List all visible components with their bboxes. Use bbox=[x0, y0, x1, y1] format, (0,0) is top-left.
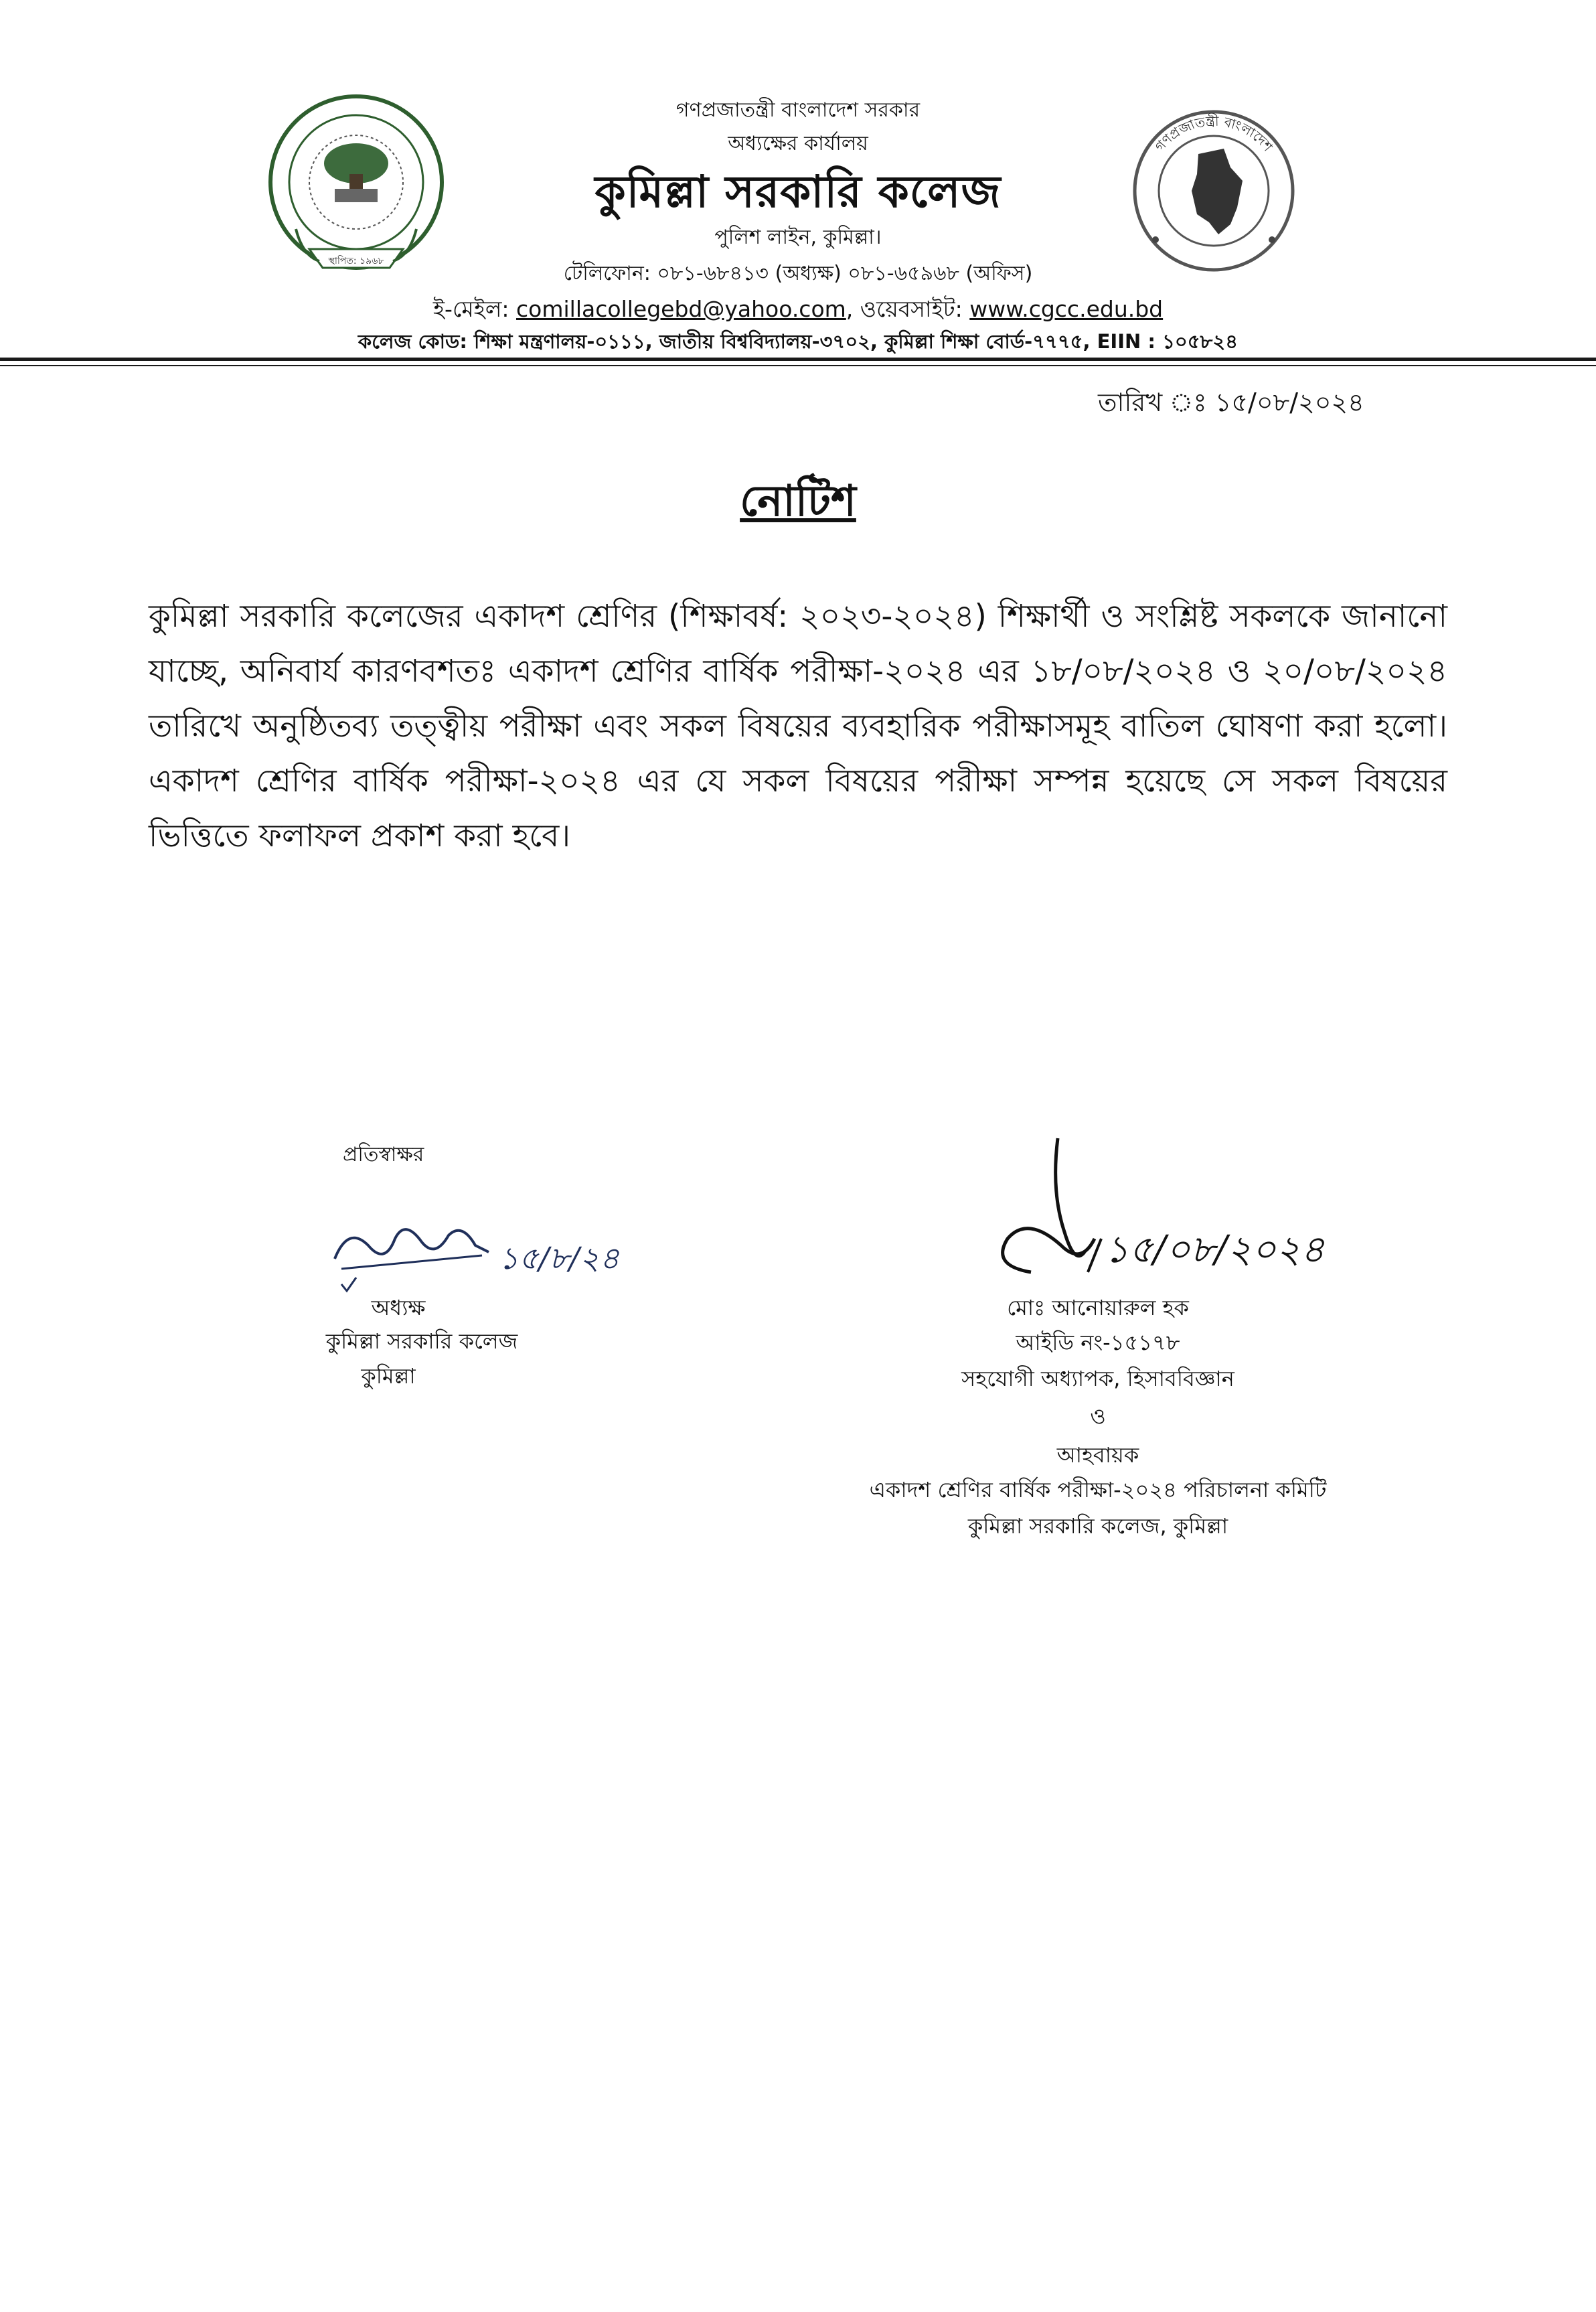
header-divider-thin bbox=[0, 365, 1596, 366]
principal-signature bbox=[321, 1205, 629, 1299]
principal-org: কুমিল্লা সরকারি কলেজ bbox=[325, 1328, 518, 1354]
convener-designation: সহযোগী অধ্যাপক, হিসাববিজ্ঞান bbox=[961, 1366, 1234, 1391]
conjunction: ও bbox=[1090, 1403, 1106, 1429]
principal-signature-date: ১৫/৮/২৪ bbox=[499, 1240, 620, 1276]
convener-signature-date: ১৫/০৮/২০২৪ bbox=[1105, 1228, 1325, 1271]
address-line: পুলিশ লাইন, কুমিল্লা। bbox=[714, 226, 882, 249]
countersign-label: প্রতিস্বাক্ষর bbox=[343, 1143, 424, 1166]
convener-id: আইডি নং-১৫১৭৮ bbox=[1016, 1330, 1180, 1355]
notice-body: কুমিল্লা সরকারি কলেজের একাদশ শ্রেণির (শিক্ষাবর্ষ: ২০২৩-২০২৪) শিক্ষার্থী ও সংশ্লিষ্ট সকলকে জানানো যাচ্ছে, অনিবার্য কারণবশতঃ একাদশ শ্রেণির বার্ষিক পরীক্ষা-২০২৪ এর ১৮/০৮/২০২৪ ও ২০/০৮/২০২৪ তারিখে অনুষ্ঠিতব্য তত্ত্বীয় পরীক্ষা এবং সকল বিষয়ের ব্যবহারিক পরীক্ষাসমূহ বাতিল ঘোষণা করা হলো। একাদশ শ্রেণির বার্ষিক পরীক্ষা-২০২৪ এর যে সকল বিষয়ের পরীক্ষা সম্পন্ন হয়েছে সে সকল বিষয়ের ভিত্তিতে ফলাফল প্রকাশ করা হবে। bbox=[149, 598, 1447, 854]
principal-place: কুমিল্লা bbox=[361, 1363, 416, 1389]
website-link[interactable]: www.cgcc.edu.bd bbox=[969, 296, 1164, 322]
convener-signature bbox=[951, 1132, 1326, 1306]
contact-line bbox=[0, 292, 1596, 329]
email-link[interactable]: comillacollegebd@yahoo.com bbox=[516, 296, 846, 322]
government-seal-text: গণপ্রজাতন্ত্রী বাংলাদেশ bbox=[1151, 112, 1276, 155]
government-line: গণপ্রজাতন্ত্রী বাংলাদেশ সরকার bbox=[675, 98, 921, 122]
header-divider-thick bbox=[0, 358, 1596, 361]
convener-name: মোঃ আনোয়ারুল হক bbox=[1007, 1295, 1189, 1320]
convener-role: আহবায়ক bbox=[1056, 1442, 1139, 1468]
convener-org: কুমিল্লা সরকারি কলেজ, কুমিল্লা bbox=[967, 1513, 1228, 1539]
email-label: ই-মেইল: bbox=[432, 296, 517, 322]
phone-line: টেলিফোন: ০৮১-৬৮৪১৩ (অধ্যক্ষ) ০৮১-৬৫৯৬৮ (অফিস) bbox=[563, 262, 1033, 285]
notice-date: তারিখ ঃ ১৫/০৮/২০২৪ bbox=[1098, 388, 1364, 417]
committee-name: একাদশ শ্রেণির বার্ষিক পরীক্ষা-২০২৪ পরিচালনা কমিটি bbox=[869, 1477, 1327, 1502]
office-line: অধ্যক্ষের কার্যালয় bbox=[728, 132, 868, 155]
website-label: , ওয়েবসাইট: bbox=[846, 296, 970, 322]
college-name: কুমিল্লা সরকারি কলেজ bbox=[594, 166, 1002, 218]
college-seal-year: স্থাপিত: ১৯৬৮ bbox=[328, 256, 384, 266]
college-codes-line: কলেজ কোড: শিক্ষা মন্ত্রণালয়-০১১১, জাতীয় বিশ্ববিদ্যালয়-৩৭০২, কুমিল্লা শিক্ষা বোর্ড-৭৭৭৫, EIIN : ১০৫৮২৪ bbox=[357, 330, 1239, 353]
notice-title: নোটিশ bbox=[740, 477, 856, 526]
principal-title: অধ্যক্ষ bbox=[371, 1295, 426, 1320]
